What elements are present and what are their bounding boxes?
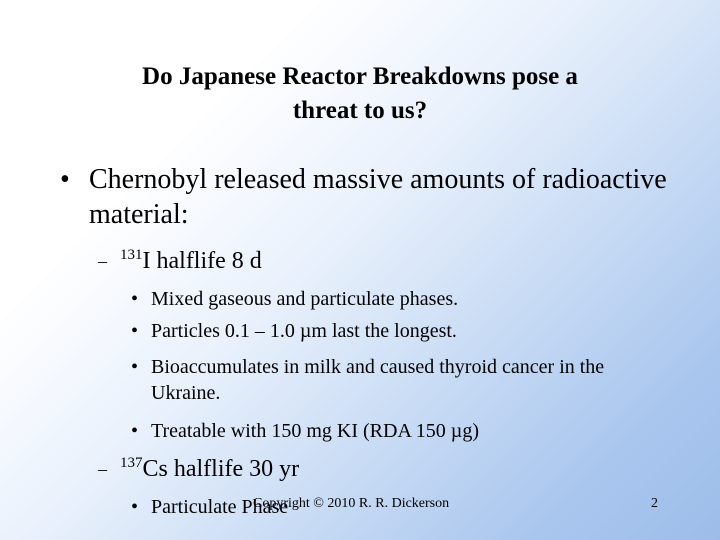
bullet-icon: • [60,164,70,195]
bullet-icon: • [131,356,139,378]
cesium-halflife: Cs halflife 30 yr [142,456,300,482]
iodine-text-wrapper [120,246,262,276]
slide-title-line-1: Do Japanese Reactor Breakdowns pose a [142,63,578,90]
bullet-icon: • [131,420,139,442]
bullet-icon: • [131,288,139,310]
iodine-fact-text: Bioaccumulates in milk and caused thyroid cancer in the Ukraine. [151,356,605,404]
bullet-icon: • [131,320,139,342]
slide-title [60,60,660,128]
page-number: 2 [651,496,658,511]
footer-copyright: Copyright © 2010 R. R. Dickerson [253,496,450,511]
iodine-fact-text: Mixed gaseous and particulate phases. [151,288,459,310]
slide-title-line-2: threat to us? [292,97,428,124]
bullet-icon: • [131,496,139,518]
iodine-mass-number: 131 [120,247,143,263]
iodine-fact-text: Particles 0.1 – 1.0 µm last the longest. [151,320,457,342]
dash-icon: – [98,459,107,479]
cesium-text-wrapper [120,454,299,484]
dash-icon: – [98,251,107,271]
cesium-fact-text: Particulate Phase [151,496,289,518]
cesium-mass-number: 137 [120,455,143,471]
iodine-halflife: I halflife 8 d [142,248,262,274]
iodine-fact-text: Treatable with 150 mg KI (RDA 150 µg) [151,420,479,442]
main-bullet-text: Chernobyl released massive amounts of radioactive material: [89,164,667,230]
